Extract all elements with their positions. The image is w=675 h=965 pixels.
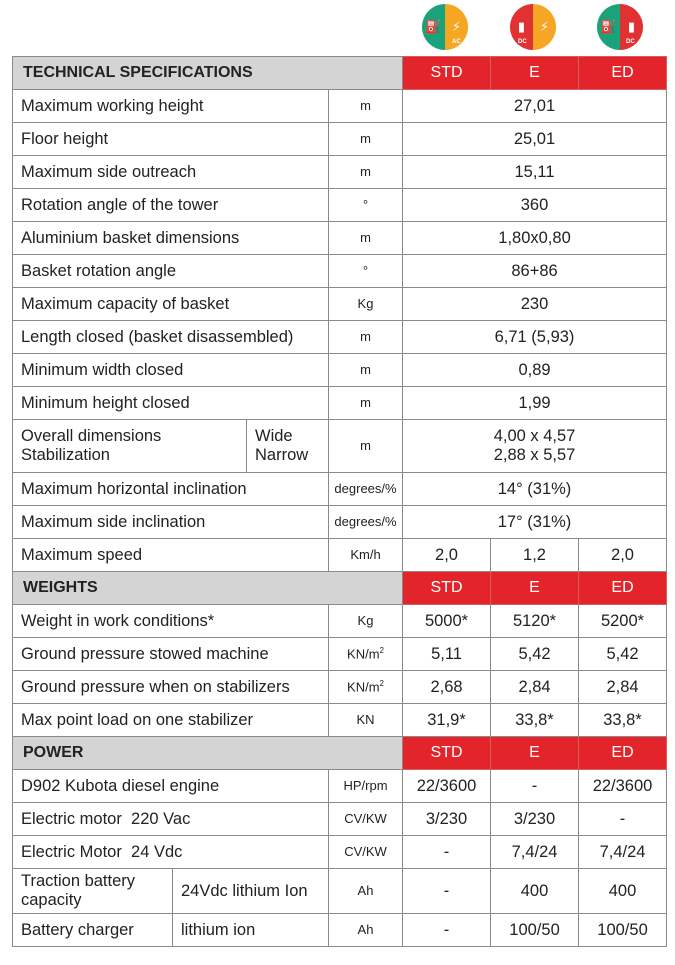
spec-label: D902 Kubota diesel engine: [13, 770, 329, 803]
table-row: [13, 836, 667, 869]
table-row: [13, 321, 667, 354]
spec-unit: Kg: [329, 605, 403, 638]
table-row: [13, 387, 667, 420]
spec-label: Maximum side outreach: [13, 156, 329, 189]
spec-unit: CV/KW: [329, 836, 403, 869]
spec-label: Ground pressure when on stabilizers: [13, 671, 329, 704]
value-ed: 7,4/24: [579, 836, 667, 869]
spec-value: [403, 420, 667, 473]
table-row: [13, 671, 667, 704]
spec-label: Battery charger: [13, 914, 173, 947]
spec-label: Weight in work conditions*: [13, 605, 329, 638]
section-title-tech: TECHNICAL SPECIFICATIONS: [13, 57, 403, 90]
spec-unit: m: [329, 321, 403, 354]
model-ed-header: ED: [579, 57, 667, 90]
value-ed: -: [579, 803, 667, 836]
diesel-ac-icon: ⛽ ⚡ AC: [422, 4, 468, 50]
spec-label: Minimum height closed: [13, 387, 329, 420]
value-std: 5000*: [403, 605, 491, 638]
value-std: 31,9*: [403, 704, 491, 737]
value-std: 2,0: [403, 539, 491, 572]
spec-label: Maximum speed: [13, 539, 329, 572]
spec-table: [12, 56, 667, 947]
label-line: Overall dimensions: [21, 427, 162, 446]
spec-label: Maximum horizontal inclination: [13, 473, 329, 506]
value-std: 22/3600: [403, 770, 491, 803]
table-row: [13, 123, 667, 156]
table-row: [13, 605, 667, 638]
model-std-header: STD: [403, 737, 491, 770]
table-row: [13, 803, 667, 836]
value-line: 2,88 x 5,57: [493, 446, 576, 464]
spec-label: Max point load on one stabilizer: [13, 704, 329, 737]
unit-text: KN/m: [347, 646, 380, 662]
table-row: [13, 156, 667, 189]
value-ed: 5200*: [579, 605, 667, 638]
spec-value: 230: [403, 288, 667, 321]
model-std-header: STD: [403, 572, 491, 605]
spec-value: 1,99: [403, 387, 667, 420]
table-row: [13, 638, 667, 671]
spec-unit: CV/KW: [329, 803, 403, 836]
section-title-weights: WEIGHTS: [13, 572, 403, 605]
table-row: [13, 473, 667, 506]
label-line: Stabilization: [21, 446, 110, 464]
spec-value: 86+86: [403, 255, 667, 288]
value-e: 3/230: [491, 803, 579, 836]
spec-unit: Kg: [329, 288, 403, 321]
power-type-icons: [0, 4, 675, 50]
value-std: 3/230: [403, 803, 491, 836]
spec-unit: [329, 638, 403, 671]
model-ed-header: ED: [579, 572, 667, 605]
spec-label: Rotation angle of the tower: [13, 189, 329, 222]
diesel-battery-icon: ⛽ ▮ DC: [597, 4, 643, 50]
spec-label: Electric motor 220 Vac: [13, 803, 329, 836]
spec-unit: m: [329, 222, 403, 255]
value-ed: 33,8*: [579, 704, 667, 737]
table-row: [13, 506, 667, 539]
spec-value: 27,01: [403, 90, 667, 123]
model-ed-header: ED: [579, 737, 667, 770]
spec-unit: m: [329, 420, 403, 473]
model-e-header: E: [491, 57, 579, 90]
model-e-header: E: [491, 572, 579, 605]
weights-header-row: [13, 572, 667, 605]
spec-unit: m: [329, 387, 403, 420]
spec-label: Aluminium basket dimensions: [13, 222, 329, 255]
spec-sublabel: [247, 420, 329, 473]
value-e: 1,2: [491, 539, 579, 572]
value-ed: 100/50: [579, 914, 667, 947]
table-row-charger: [13, 914, 667, 947]
table-row: [13, 354, 667, 387]
spec-value: 1,80x0,80: [403, 222, 667, 255]
spec-unit: °: [329, 255, 403, 288]
section-title-power: POWER: [13, 737, 403, 770]
unit-superscript: 2: [379, 645, 384, 655]
spec-label: Ground pressure stowed machine: [13, 638, 329, 671]
value-ed: 5,42: [579, 638, 667, 671]
model-e-header: E: [491, 737, 579, 770]
sublabel-line: Narrow: [255, 446, 309, 464]
unit-text: KN/m: [347, 679, 380, 695]
table-row: [13, 222, 667, 255]
spec-label: Length closed (basket disassembled): [13, 321, 329, 354]
value-e: 33,8*: [491, 704, 579, 737]
spec-label: Floor height: [13, 123, 329, 156]
value-ed: 22/3600: [579, 770, 667, 803]
battery-dc-ac-icon: ▮ ⚡ DC: [510, 4, 556, 50]
power-header-row: [13, 737, 667, 770]
table-row-battery: [13, 869, 667, 914]
spec-sublabel: lithium ion: [173, 914, 329, 947]
spec-unit: degrees/%: [329, 473, 403, 506]
spec-unit: Ah: [329, 914, 403, 947]
spec-label: Basket rotation angle: [13, 255, 329, 288]
spec-unit: KN: [329, 704, 403, 737]
spec-label: Minimum width closed: [13, 354, 329, 387]
value-e: 5120*: [491, 605, 579, 638]
spec-unit: °: [329, 189, 403, 222]
spec-label: Maximum working height: [13, 90, 329, 123]
spec-value: 0,89: [403, 354, 667, 387]
spec-value: 17° (31%): [403, 506, 667, 539]
spec-unit: Km/h: [329, 539, 403, 572]
table-row: [13, 255, 667, 288]
table-row: [13, 90, 667, 123]
spec-label: [13, 869, 173, 914]
value-std: -: [403, 869, 491, 914]
unit-superscript: 2: [379, 678, 384, 688]
value-std: 2,68: [403, 671, 491, 704]
spec-unit: degrees/%: [329, 506, 403, 539]
value-e: 2,84: [491, 671, 579, 704]
value-std: 5,11: [403, 638, 491, 671]
spec-value: 14° (31%): [403, 473, 667, 506]
value-e: 100/50: [491, 914, 579, 947]
value-e: 7,4/24: [491, 836, 579, 869]
value-e: -: [491, 770, 579, 803]
spec-label: [13, 420, 247, 473]
spec-value: 25,01: [403, 123, 667, 156]
spec-unit: m: [329, 354, 403, 387]
spec-value: 15,11: [403, 156, 667, 189]
value-ed: 2,84: [579, 671, 667, 704]
table-row: [13, 770, 667, 803]
spec-unit: m: [329, 123, 403, 156]
spec-unit: HP/rpm: [329, 770, 403, 803]
table-row: [13, 189, 667, 222]
table-row-overall-dimensions: [13, 420, 667, 473]
spec-unit: m: [329, 90, 403, 123]
spec-value: 6,71 (5,93): [403, 321, 667, 354]
value-e: 400: [491, 869, 579, 914]
table-row: [13, 288, 667, 321]
spec-value: 360: [403, 189, 667, 222]
value-std: -: [403, 836, 491, 869]
table-row: [13, 539, 667, 572]
spec-label: Maximum capacity of basket: [13, 288, 329, 321]
label-line: capacity: [21, 891, 82, 909]
spec-label: Electric Motor 24 Vdc: [13, 836, 329, 869]
sublabel-line: Wide: [255, 427, 293, 446]
value-e: 5,42: [491, 638, 579, 671]
table-row: [13, 704, 667, 737]
value-std: -: [403, 914, 491, 947]
spec-unit: m: [329, 156, 403, 189]
model-std-header: STD: [403, 57, 491, 90]
tech-header-row: [13, 57, 667, 90]
value-ed: 400: [579, 869, 667, 914]
label-line: Traction battery: [21, 872, 136, 891]
value-ed: 2,0: [579, 539, 667, 572]
value-line: 4,00 x 4,57: [493, 427, 576, 446]
spec-unit: Ah: [329, 869, 403, 914]
spec-sublabel: 24Vdc lithium Ion: [173, 869, 329, 914]
spec-unit: [329, 671, 403, 704]
spec-label: Maximum side inclination: [13, 506, 329, 539]
